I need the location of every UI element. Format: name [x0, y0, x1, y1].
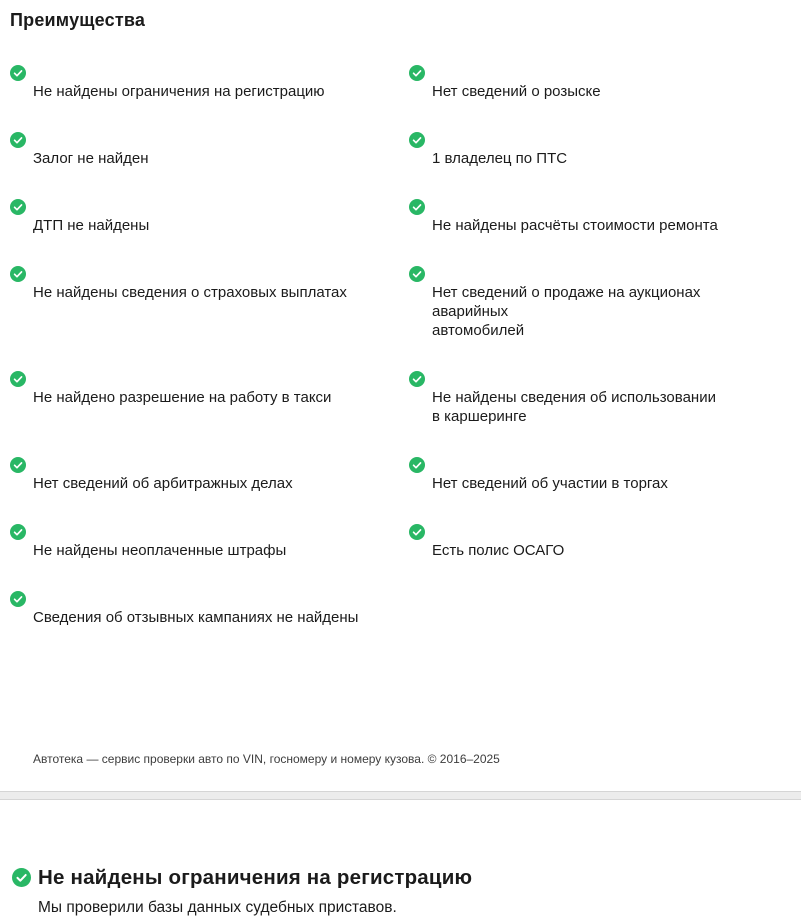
- advantage-item-label: Не найдены сведения о страховых выплатах: [33, 284, 347, 301]
- advantage-item: [33, 570, 432, 627]
- advantage-item-label: Не найдены расчёты стоимости ремонта: [432, 217, 718, 234]
- advantage-item-label: Не найдены сведения об использовании в каршеринге: [432, 389, 716, 425]
- advantage-item: [33, 245, 432, 340]
- check-circle-icon: [10, 113, 26, 129]
- advantage-item-label: Нет сведений о продаже на аукционах аварийных автомобилей: [432, 284, 701, 339]
- advantage-item: [432, 350, 787, 426]
- check-circle-icon: [409, 505, 425, 521]
- advantage-item: [432, 178, 787, 235]
- advantage-item: [33, 178, 432, 235]
- check-circle-icon: [409, 438, 425, 454]
- check-circle-icon: [409, 113, 425, 129]
- advantage-item: [33, 503, 432, 560]
- advantage-item-label: Не найдено разрешение на работу в такси: [33, 389, 332, 406]
- advantage-item-label: Сведения об отзывных кампаниях не найдены: [33, 609, 359, 626]
- advantage-item: [33, 44, 432, 101]
- footer-note: Автотека — сервис проверки авто по VIN, госномеру и номеру кузова. © 2016–2025: [33, 752, 500, 766]
- detail-section-title-text: Не найдены ограничения на регистрацию: [38, 866, 473, 889]
- detail-section-subtitle: Мы проверили базы данных судебных приставов.: [38, 899, 397, 916]
- check-circle-icon: [10, 247, 26, 263]
- advantage-item: [432, 245, 787, 340]
- check-circle-icon: [10, 352, 26, 368]
- check-circle-icon: [409, 352, 425, 368]
- advantage-item: [432, 503, 787, 560]
- advantage-item-label: 1 владелец по ПТС: [432, 150, 568, 167]
- advantage-item-label: Нет сведений о розыске: [432, 83, 601, 100]
- advantage-item: [432, 436, 787, 493]
- advantage-item-label: Нет сведений об участии в торгах: [432, 475, 668, 492]
- advantage-item-label: Залог не найден: [33, 150, 149, 167]
- check-circle-icon: [10, 46, 26, 62]
- advantage-item-label: Не найдены ограничения на регистрацию: [33, 83, 325, 100]
- advantage-item-label: Не найдены неоплаченные штрафы: [33, 542, 287, 559]
- advantage-item: [33, 436, 432, 493]
- advantage-item: [432, 111, 787, 168]
- advantages-grid: [33, 44, 787, 627]
- check-circle-icon: [409, 247, 425, 263]
- advantage-item: [33, 111, 432, 168]
- advantage-item-label: Нет сведений об арбитражных делах: [33, 475, 293, 492]
- detail-section-title: [38, 866, 801, 890]
- check-circle-icon: [10, 572, 26, 588]
- advantage-item: [432, 44, 787, 101]
- check-circle-icon: [10, 180, 26, 196]
- check-circle-icon: [12, 868, 31, 887]
- check-circle-icon: [409, 180, 425, 196]
- check-circle-icon: [10, 438, 26, 454]
- advantages-title: Преимущества: [10, 10, 146, 30]
- advantage-item: [432, 570, 787, 627]
- check-circle-icon: [10, 505, 26, 521]
- advantage-item-label: Есть полис ОСАГО: [432, 542, 565, 559]
- advantage-item: [33, 350, 432, 426]
- page-break-separator: [0, 791, 801, 800]
- section-registration-detail: [0, 866, 801, 917]
- check-circle-icon: [409, 46, 425, 62]
- advantage-item-label: ДТП не найдены: [33, 217, 150, 234]
